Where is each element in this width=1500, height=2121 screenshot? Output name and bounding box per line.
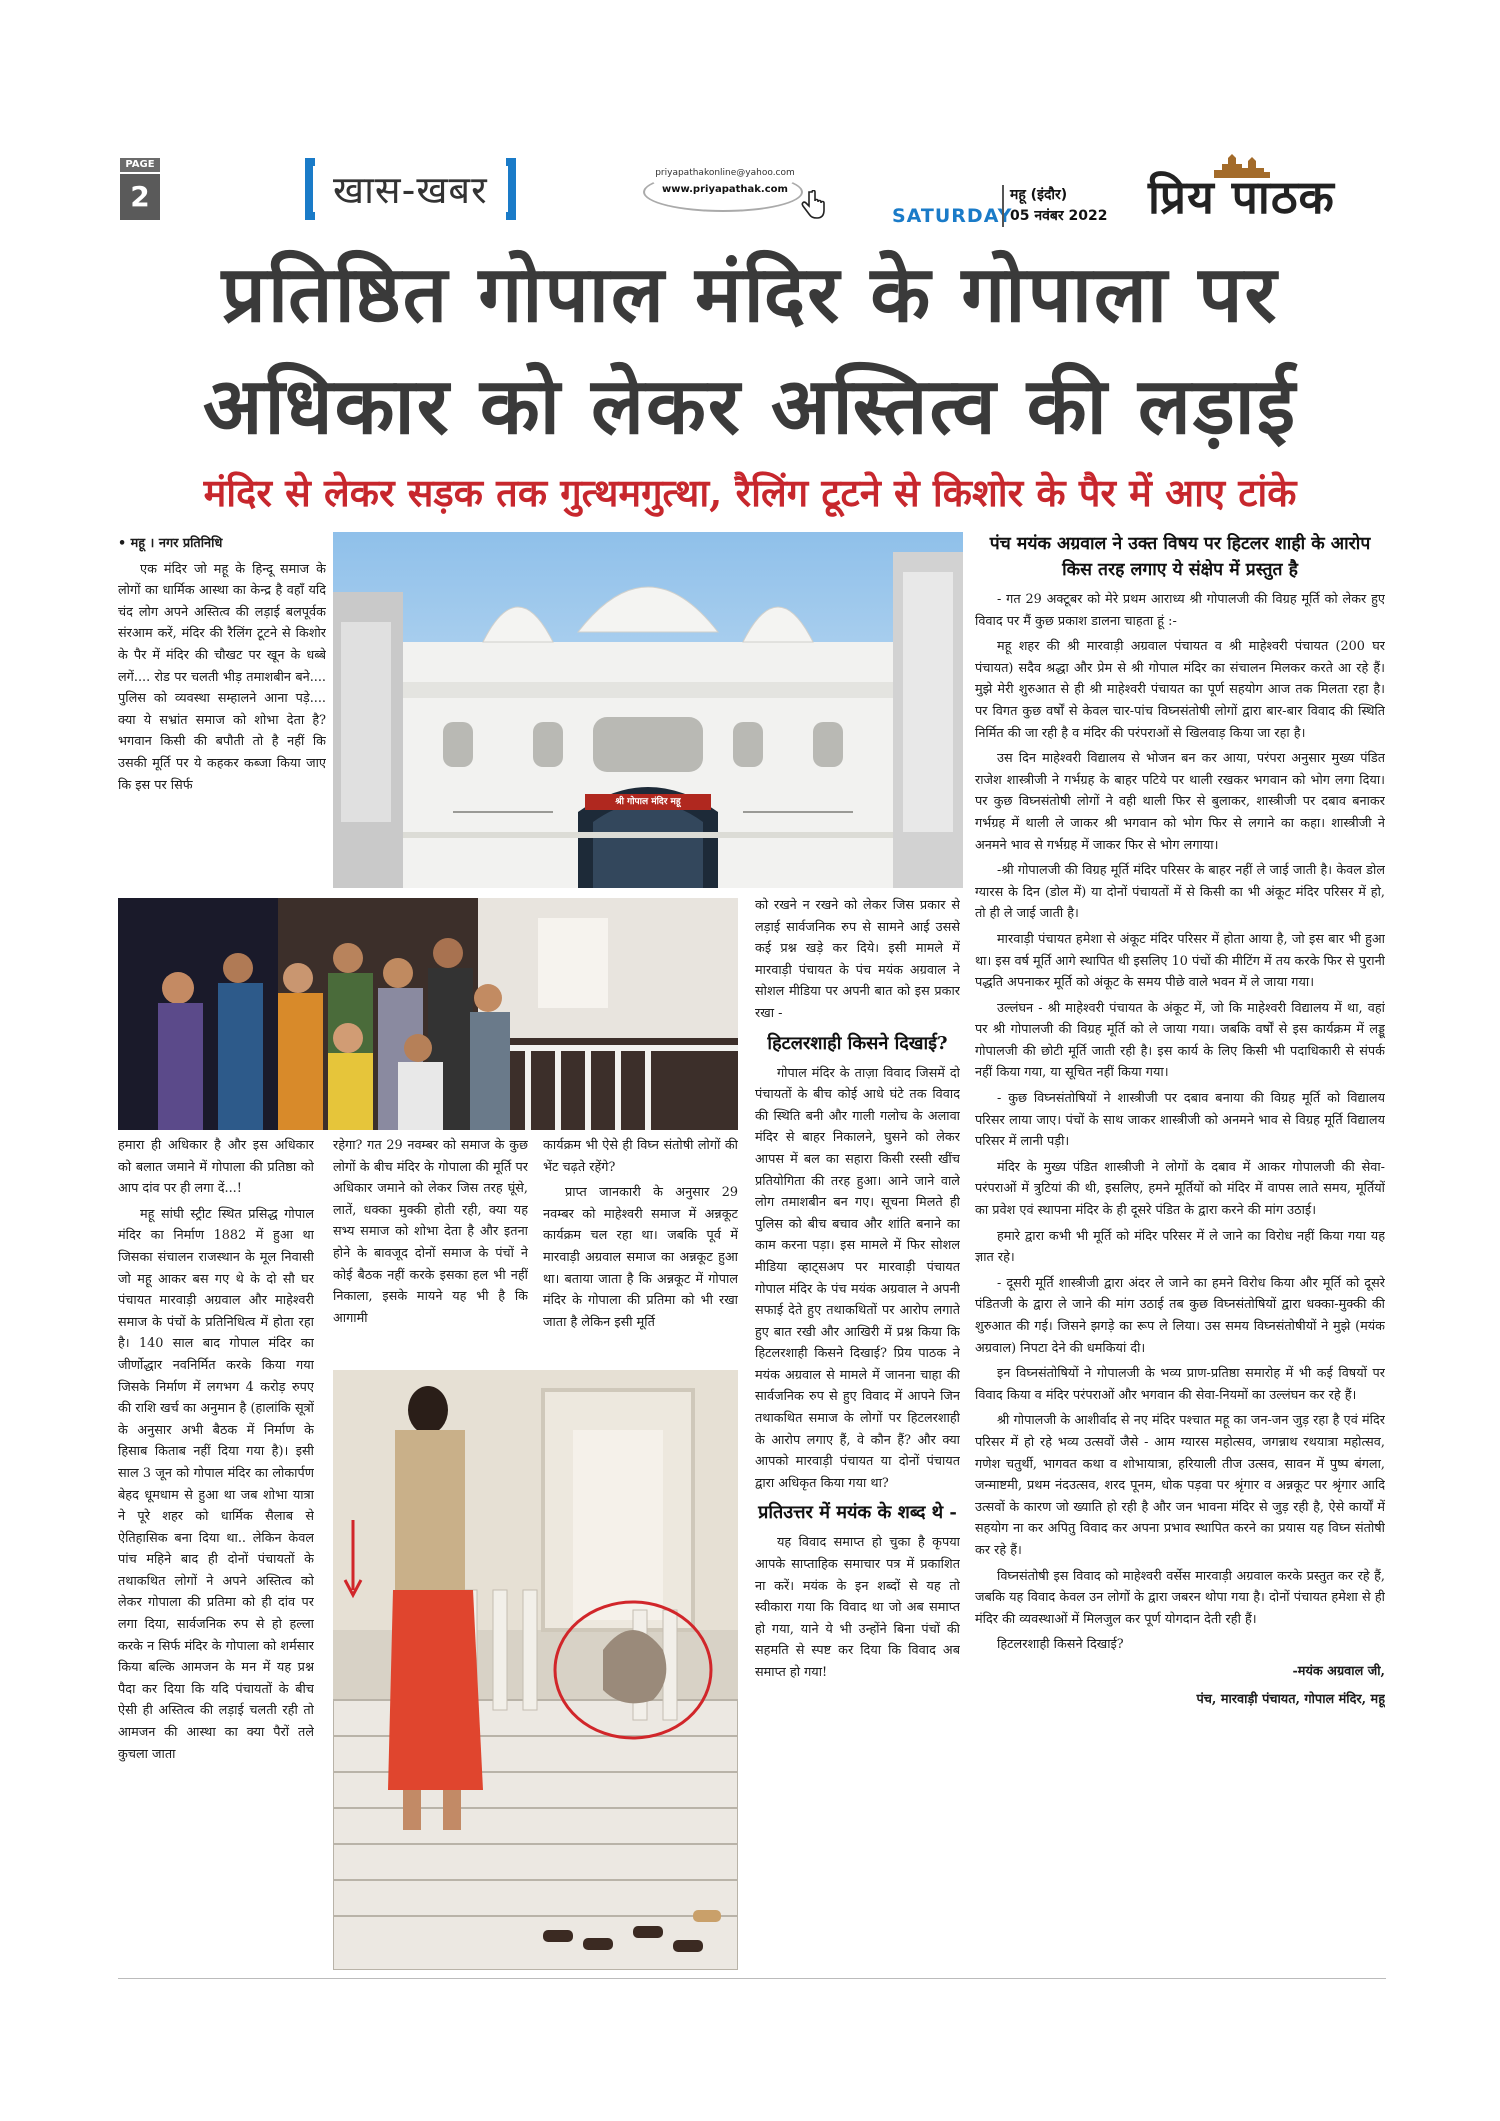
bracket-left: [305, 158, 315, 220]
mouse-arc-icon: [643, 172, 803, 212]
col4-subheading-2: प्रतिउत्तर में मयंक के शब्द थे -: [758, 1502, 957, 1524]
signature-name: -मयंक अग्रवाल जी,: [1292, 1663, 1385, 1679]
dateline: [1002, 185, 1107, 227]
col4-paragraph-1: को रखने न रखने को लेकर जिस प्रकार से लड़ाई सार्वजनिक रुप से सामने आई उससे कई प्रश्न खड़े कर दिये। इसी मामले में मारवाड़ी पंचायत के पंच मयंक अग्रवाल ने सोशल मीडिया पर अपनी बात को इस प्रकार रखा -: [755, 898, 960, 1021]
section-tag: [305, 158, 516, 220]
statement-column: [975, 525, 1385, 1980]
pointing-hand-icon: [800, 190, 826, 220]
bottom-rule: [118, 1978, 1386, 1979]
temple-signboard: श्री गोपाल मंदिर महू: [615, 797, 681, 807]
subheadline: मंदिर से लेकर सड़क तक गुत्थमगुत्था, रैलिंग टूटने से किशोर के पैर में आए टांके: [203, 470, 1297, 515]
statement-paragraph: श्री गोपालजी के आशीर्वाद से नए मंदिर पश्चात महू का जन-जन जुड़ रहा है एवं मंदिर परिसर में हो रहे भव्य उत्सवों जैसे - आम ग्यारस महोत्सव, जगन्नाथ रथयात्रा महोत्सव, गणेश चतुर्थी, भागवत कथा व शोभायात्रा, हरियाली तीज उत्सव, सावन में पुष्प बंगला, जन्माष्टमी, प्रथम नंदउत्सव, शरद पूनम, धोक पड़वा पर श्रृंगार व अन्नकूट पर श्रृंगार आदि उत्सवों के कारण जो ख्याति हो रही है और जन भावना मंदिर से जुड़ रही है, ऐसे कार्यों में सहयोग ना कर अपितु विवाद कर अपना प्रभाव स्थापित करने का प्रयास यह विघ्न संतोषी कर रहे हैं।: [975, 1413, 1385, 1558]
statement-paragraph: उस दिन माहेश्वरी विद्यालय से भोजन बन कर आया, परंपरा अनुसार मुख्य पंडित राजेश शास्त्रीजी ने गर्भग्रह के बाहर पटिये पर थाली रखकर भगवान को भोग लगा दिया। पर कुछ विघ्नसंतोषी लोगों ने वही थाली फिर से बुलाकर, शास्त्रीजी पर दबाव बनाकर गर्भग्रह में थाली ले जाकर श्री भगवान को भोग फिर से लगाने का कहा। शास्त्रीजी ने अनमने भाव से गर्भग्रह में जाकर फिर से भोग लगाया।: [975, 751, 1385, 853]
statement-paragraph: -श्री गोपालजी की विग्रह मूर्ति मंदिर परिसर के बाहर नहीं ले जाई जाती है। केवल डोल ग्यारस के दिन (डोल में) या दोनों पंचायतों में से किसी का भी अंकूट मंदिर परिसर में हो, तो ही ले जाई जाती है।: [975, 863, 1385, 922]
signature-title: पंच, मारवाड़ी पंचायत, गोपाल मंदिर, महू: [1196, 1691, 1385, 1707]
statement-paragraph: विघ्नसंतोषी इस विवाद को माहेश्वरी वर्सेस मारवाड़ी अग्रवाल करके प्रस्तुत कर रहे हैं, जबकि यह विवाद केवल उन लोगों के द्वारा जबरन थोपा गया है। दोनों पंचायत हमेशा से ही मंदिर की व्यवस्थाओं में मिलजुल कर पूर्ण योगदान देती रही हैं।: [975, 1568, 1385, 1627]
statement-paragraph: - गत 29 अक्टूबर को मेरे प्रथम आराध्य श्री गोपालजी की विग्रह मूर्ति को लेकर हुए विवाद पर मैं कुछ प्रकाश डालना चाहता हूं :-: [975, 592, 1385, 629]
page-number: 2: [120, 174, 160, 220]
col3-paragraph-2: प्राप्त जानकारी के अनुसार 29 नवम्बर को माहेश्वरी समाज में अन्नकूट कार्यक्रम चल रहा था। जबकि पूर्व में मारवाड़ी अग्रवाल समाज का अन्नकूट हुआ था। बताया जाता है कि अन्नकूट में गोपाल मंदिर के गोपाला की प्रतिमा को भी रखा जाता है लेकिन इसी मूर्ति: [543, 1185, 738, 1330]
contact-email[interactable]: priyapathakonline@yahoo.com: [655, 168, 795, 178]
section-name: खास-खबर: [333, 168, 488, 212]
issue-date: 05 नवंबर 2022: [1010, 208, 1108, 224]
col4-subheading-1: हिटलरशाही किसने दिखाई?: [767, 1032, 948, 1054]
statement-paragraph: महू शहर की श्री मारवाड़ी अग्रवाल पंचायत व श्री माहेश्वरी पंचायत (200 घर पंचायत) सदैव श्रद्धा और प्रेम से श्री गोपाल मंदिर का संचालन मिलकर करते आ रहे हैं। मुझे मेरी शुरुआत से ही श्री माहेश्वरी पंचायत का पूर्ण सहयोग आज तक मिलता रहा है। पर विगत कुछ वर्षों से केवल चार-पांच विघ्नसंतोषी लोगों द्वारा बार-बार विवाद की स्थिति निर्मित की जा रही है व मंदिर की परंपराओं से खिलवाड़ किया जा रहा है।: [975, 639, 1385, 741]
col1-paragraph-2: महू सांघी स्ट्रीट स्थित प्रसिद्ध गोपाल मंदिर का निर्माण 1882 में हुआ था जिसका संचालन राजस्थान के मूल निवासी जो महू आकर बस गए थे के दो सौ घर पंचायत मारवाड़ी अग्रवाल और माहेश्वरी समाज के पंचों के प्रतिनिधित्व में होता रहा है। 140 साल बाद गोपाल मंदिर का जीर्णोद्धार नवनिर्मित करके किया गया जिसके निर्माण में लगभग 4 करोड़ रुपए की राशि खर्च का अनुमान है (हालांकि सूत्रों के अनुसार अभी बैठक में निर्माण के हिसाब किताब नहीं दिया गया है)। इसी साल 3 जून को गोपाल मंदिर का लोकार्पण बेहद धूमधाम से हुआ था जब शोभा यात्रा ने पूरे शहर को धार्मिक सैलाब से ऐतिहासिक बना दिया था.. लेकिन केवल पांच महिने बाद ही दोनों पंचायतों के तथाकथित लोगों ने अपने अस्तित्व को लेकर गोपाला की प्रतिमा को ही दांव पर लगा दिया, सार्वजनिक रुप से हो हल्ला करके न सिर्फ मंदिर के गोपाला को शर्मसार किया बल्कि आमजन के मन में यह प्रश्न पैदा कर दिया कि यदि पंचायतों के बीच ऐसी ही अस्तित्व की लड़ाई चलती रही तो आमजन की आस्था का क्या पैरों तले कुचला जाता: [118, 1206, 314, 1762]
page-number-box: [120, 158, 160, 220]
article-column-3: [543, 1135, 738, 1363]
statement-paragraph: - दूसरी मूर्ति शास्त्रीजी द्वारा अंदर ले जाने का हमने विरोध किया और मूर्ति को दूसरे पंडितजी के द्वारा ले जाने की मांग उठाई तब कुछ विघ्नसंतोषियों द्वारा धक्का-मुक्की की शुरुआत की गई। जिसने झगड़े का रूप ले लिया। उस समय विघ्नसंतोषीयों ने मुझे (मयंक अग्रवाल) निपटा देने की धमकियां दी।: [975, 1275, 1385, 1356]
col2-paragraph: रहेगा? गत 29 नवम्बर को समाज के कुछ लोगों के बीच मंदिर के गोपाला की मूर्ति पर अधिकार जमाने को लेकर जिस तरह घूंसे, लातें, धक्का मुक्की होती रही, क्या यह सभ्य समाज को शोभा देता है और इतना होने के बावजूद दोनों समाज के पंचों ने कोई बैठक नहीं करके इसका हल भी नहीं निकाला, इसके मायने यह भी है कि आगामी: [333, 1138, 528, 1326]
article-column-2: [333, 1135, 528, 1363]
statement-paragraph: हमारे द्वारा कभी भी मूर्ति को मंदिर परिसर में ले जाने का विरोध नहीं किया गया यह ज्ञात रहे।: [975, 1228, 1385, 1266]
byline: • महू । नगर प्रतिनिधि: [118, 536, 223, 551]
col1-paragraph-1: हमारा ही अधिकार है और इस अधिकार को बलात जमाने में गोपाला की प्रतिष्ठा को आप दांव पर ही लगा दें...!: [118, 1138, 314, 1197]
contact-website[interactable]: www.priyapathak.com: [662, 184, 788, 195]
weekday: SATURDAY: [892, 205, 1013, 227]
statement-heading: पंच मयंक अग्रवाल ने उक्त विषय पर हिटलर शाही के आरोप किस तरह लगाए ये संक्षेप में प्रस्तुत है: [989, 534, 1371, 580]
col3-paragraph-1: कार्यक्रम भी ऐसे ही विघ्न संतोषी लोगों की भेंट चढ़ते रहेंगे?: [543, 1138, 738, 1175]
intro-paragraph: एक मंदिर जो महू के हिन्दू समाज के लोगों का धार्मिक आस्था का केन्द्र है वहाँ यदि चंद लोग अपने अस्तित्व की लड़ाई बलपूर्वक संरआम करें, मंदिर की रैलिंग टूटने से किशोर के पैर में मंदिर की चौखट पर खून के धब्बे लगें.... रोड पर चलती भीड़ तमाशबीन बने.... पुलिस को व्यवस्था सम्हालने आना पड़े.... क्या ये सभ्रांत समाज को शोभा देता है? भगवान किसी की बपौती तो है नहीं कि उसकी मूर्ति पर ये कहकर कब्जा किया जाए कि इस पर सिर्फ: [118, 561, 326, 793]
article-intro-column: [118, 533, 326, 889]
article-column-1: [118, 1135, 314, 1970]
bracket-right: [506, 158, 516, 220]
headline-line-2: अधिकार को लेकर अस्तित्व की लड़ाई: [202, 361, 1298, 452]
col4-paragraph-2: गोपाल मंदिर के ताज़ा विवाद जिसमें दो पंचायतों के बीच कोई आधे घंटे तक विवाद की स्थिति बनी और गाली गलोच के अलावा मंदिर से बाहर निकालने, घुसने को लेकर आपस में बल का सहारा किसी रस्सी खींच प्रतियोगिता की तरह हुआ। आने जाने वाले लोग तमाशबीन बन गए। सूचना मिलते ही पुलिस को बीच बचाव और शांति बनाने का काम करना पड़ा। इस मामले में फिर सोशल मीडिया व्हाट्सअप पर मारवाड़ी पंचायत गोपाल मंदिर के पंच मयंक अग्रवाल ने अपनी सफाई देते हुए तथाकथितों पर आरोप लगाते हुए बात रखी और आखिरी में प्रश्न किया कि हिटलरशाही किसने दिखाई? प्रिय पाठक ने मयंक अग्रवाल से मामले में जानना चाहा की सार्वजनिक रुप से हुए विवाद में आपने जिन तथाकथित समाज के लोगों पर हिटलरशाही के आरोप लगाए हैं, वे कौन हैं? और क्या आपको मारवाड़ी पंचायत या दोनों पंचायत द्वारा अधिकृत किया गया था?: [755, 1065, 960, 1491]
statement-paragraph: मंदिर के मुख्य पंडित शास्त्रीजी ने लोगों के दबाव में आकर गोपालजी की सेवा-परंपराओं में त्रुटियां की थी, इसलिए, हमने मूर्तियों को मंदिर में वापस लाते समय, मूर्तियों का प्रवेश एवं स्थापना मंदिर के ही दूसरे पंडित के द्वारा करने की मांग उठाई।: [975, 1159, 1385, 1219]
statement-paragraph: - कुछ विघ्नसंतोषियों ने शास्त्रीजी पर दबाव बनाया की विग्रह मूर्ति को विद्यालय परिसर लाया जाए। पंचों के साथ जाकर शास्त्रीजी को अनमने भाव से विग्रह मूर्ति विद्यालय परिसर में लानी पड़ी।: [975, 1091, 1385, 1150]
masthead-logo: प्रिय पाठक: [1148, 170, 1335, 224]
statement-paragraph: हिटलरशाही किसने दिखाई?: [997, 1637, 1124, 1653]
crowd-scuffle-photo: [118, 898, 738, 1130]
place-name: महू (इंदौर): [1010, 187, 1068, 203]
contact-block: [635, 168, 815, 218]
temple-facade-photo: [333, 532, 963, 888]
temple-stairs-photo: [333, 1370, 738, 1970]
statement-paragraph: मारवाड़ी पंचायत हमेशा से अंकूट मंदिर परिसर में होता आया है, जो इस बार भी हुआ था। इस वर्ष मूर्ति आगे स्थापित थी इसलिए 10 पंचों की मीटिंग में तय करके फिर से पुरानी पद्धति अपनाकर मूर्ति को अंकूट के समय पीछे वाले भवन में ले जाया गया।: [975, 931, 1385, 991]
headline-line-1: प्रतिष्ठित गोपाल मंदिर के गोपाला पर: [221, 249, 1279, 340]
col4-paragraph-3: यह विवाद समाप्त हो चुका है कृपया आपके साप्ताहिक समाचार पत्र में प्रकाशित ना करें। मयंक के इन शब्दों से यह तो स्वीकारा गया कि विवाद था जो अब समाप्त हो गया, याने ये भी उन्होंने बिना पंचों की सहमति से स्पष्ट कर दिया कि विवाद अब समाप्त हो गया!: [755, 1535, 960, 1680]
page-label: PAGE: [120, 158, 160, 172]
article-column-4: [755, 895, 960, 1975]
statement-paragraph: इन विघ्नसंतोषियों ने गोपालजी के भव्य प्राण-प्रतिष्ठा समारोह में भी कई विषयों पर विवाद किया व मंदिर परंपराओं और भगवान की सेवा-नियमों का उल्लंघन कर रहे हैं।: [975, 1366, 1385, 1403]
statement-paragraph: उल्लंघन - श्री माहेश्वरी पंचायत के अंकूट में, जो कि माहेश्वरी विद्यालय में था, वहां पर श्री गोपालजी की विग्रह मूर्ति को ले जाया गया। जबकि वर्षों से इस कार्यक्रम में लड्डू गोपालजी की छोटी मूर्ति जाती रही है। इस कार्य के लिए किसी भी पदाधिकारी से संपर्क नहीं किया गया, या सूचित नहीं किया गया।: [975, 1000, 1385, 1081]
